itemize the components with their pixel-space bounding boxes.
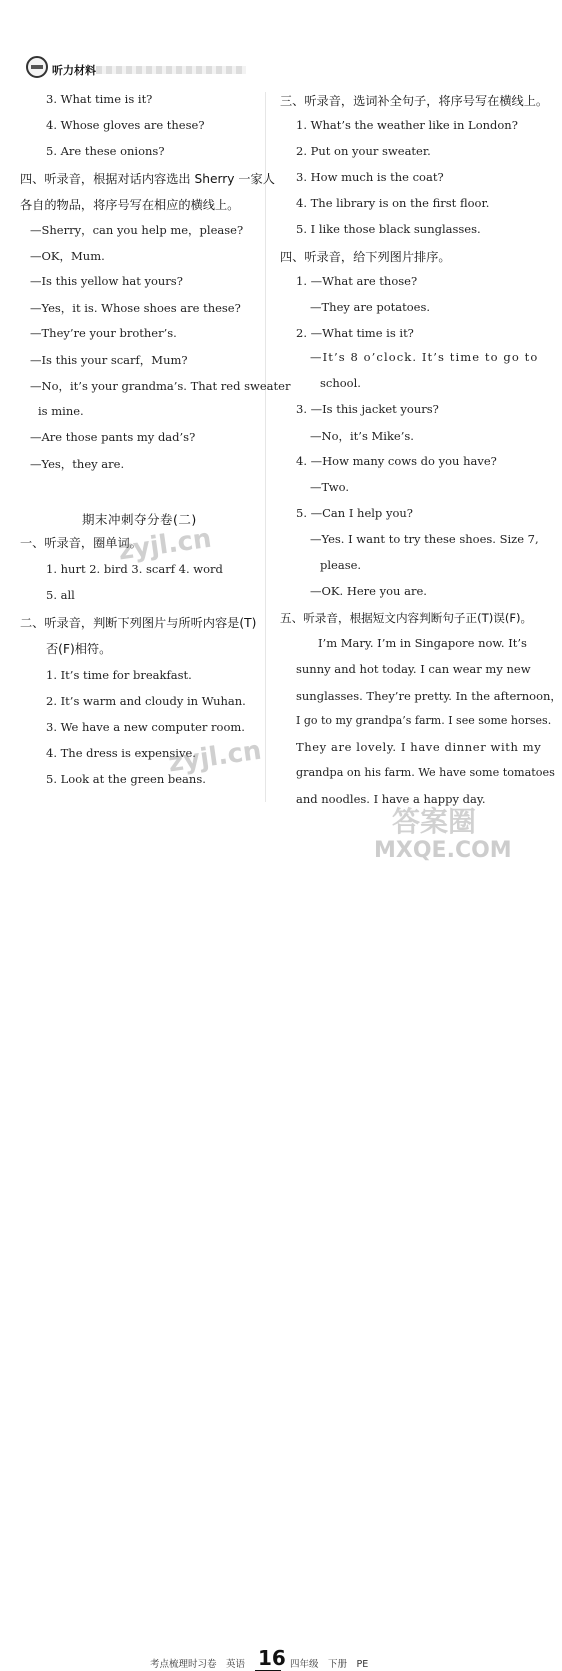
paragraph-line: sunglasses. They’re pretty. In the afternoon， xyxy=(296,689,562,703)
dialogue-line: —Two. xyxy=(310,480,349,494)
dialogue-line: 5. —Can I help you? xyxy=(296,506,413,520)
list-item: 3. What time is it? xyxy=(46,92,153,106)
footer-book-title: 考点梳理时习卷 英语 xyxy=(150,1659,246,1670)
dialogue-line: is mine. xyxy=(38,404,84,418)
dialogue-line: 2. —What time is it? xyxy=(296,326,414,340)
logo-icon xyxy=(26,56,48,78)
dialogue-line: —It’s 8 o’clock. It’s time to go to xyxy=(310,350,539,364)
paragraph-line: grandpa on his farm. We have some tomatoes xyxy=(296,766,555,779)
dialogue-line: —OK，Mum. xyxy=(30,249,105,263)
page-header xyxy=(0,0,534,88)
dialogue-line: 1. —What are those? xyxy=(296,274,418,288)
dialogue-line: —OK. Here you are. xyxy=(310,584,427,598)
page-footer xyxy=(0,824,534,1670)
paragraph-line: I go to my grandpa’s farm. I see some horses. xyxy=(296,714,552,727)
list-item: 3. We have a new computer room. xyxy=(46,720,245,734)
paragraph-line: and noodles. I have a happy day. xyxy=(296,792,486,806)
paragraph-line: sunny and hot today. I can wear my new xyxy=(296,662,531,676)
column-divider xyxy=(265,92,266,802)
list-item: 2. It’s warm and cloudy in Wuhan. xyxy=(46,694,246,708)
watermark: zyjl.cn xyxy=(116,523,214,567)
watermark: 答案圈 xyxy=(392,805,477,838)
list-item: 1. hurt 2. bird 3. scarf 4. word xyxy=(46,562,223,576)
section-heading: 四、听录音，给下列图片排序。 xyxy=(280,250,451,264)
list-item: 5. Are these onions? xyxy=(46,144,165,158)
page-number: 16 xyxy=(258,1646,286,1670)
section-heading: 三、听录音，选词补全句子，将序号写在横线上。 xyxy=(280,94,549,108)
watermark: zyjl.cn xyxy=(166,735,264,779)
dialogue-line: —They’re your brother’s. xyxy=(30,326,177,340)
section-heading: 四、听录音，根据对话内容选出 Sherry 一家人 xyxy=(20,172,275,186)
list-item: 5. I like those black sunglasses. xyxy=(296,222,481,236)
dialogue-line: 4. —How many cows do you have? xyxy=(296,454,497,468)
list-item: 1. What’s the weather like in London? xyxy=(296,118,518,132)
list-item: 3. How much is the coat? xyxy=(296,170,444,184)
dialogue-line: —Yes，they are. xyxy=(30,457,125,471)
list-item: 5. Look at the green beans. xyxy=(46,772,206,786)
list-item: 4. Whose gloves are these? xyxy=(46,118,205,132)
section-heading: 否(F)相符。 xyxy=(46,642,112,656)
exam-title: 期末冲刺夺分卷(二) xyxy=(82,512,197,527)
header-title: 听力材料 xyxy=(52,64,96,77)
list-item: 5. all xyxy=(46,588,75,602)
dialogue-line: —No，it’s Mike’s. xyxy=(310,429,414,443)
dialogue-line: —Sherry，can you help me，please? xyxy=(30,223,244,237)
dialogue-line: —Is this yellow hat yours? xyxy=(30,274,183,288)
footer-grade: 四年级 下册 PE xyxy=(290,1659,369,1670)
section-heading: 五、听录音，根据短文内容判断句子正(T)误(F)。 xyxy=(280,611,533,625)
list-item: 1. It’s time for breakfast. xyxy=(46,668,192,682)
section-heading: 各自的物品，将序号写在相应的横线上。 xyxy=(20,198,240,212)
header-decoration xyxy=(96,66,246,74)
section-heading: 二、听录音，判断下列图片与所听内容是(T) xyxy=(20,616,257,630)
list-item: 4. The library is on the first floor. xyxy=(296,196,490,210)
dialogue-line: school. xyxy=(320,376,361,390)
dialogue-line: —Yes. I want to try these shoes. Size 7, xyxy=(310,532,539,546)
paragraph-line: I’m Mary. I’m in Singapore now. It’s xyxy=(318,636,527,650)
list-item: 4. The dress is expensive. xyxy=(46,746,196,760)
dialogue-line: —They are potatoes. xyxy=(310,300,431,314)
dialogue-line: please. xyxy=(320,558,362,572)
dialogue-line: —Are those pants my dad’s? xyxy=(30,430,196,444)
list-item: 2. Put on your sweater. xyxy=(296,144,431,158)
section-heading: 一、听录音，圈单词。 xyxy=(20,536,142,550)
watermark: MXQE.COM xyxy=(374,838,512,863)
dialogue-line: 3. —Is this jacket yours? xyxy=(296,402,439,416)
paragraph-line: They are lovely. I have dinner with my xyxy=(296,740,542,754)
dialogue-line: —No，it’s your grandma’s. That red sweater xyxy=(30,379,291,393)
dialogue-line: —Is this your scarf，Mum? xyxy=(30,353,188,367)
dialogue-line: —Yes，it is. Whose shoes are these? xyxy=(30,301,241,315)
